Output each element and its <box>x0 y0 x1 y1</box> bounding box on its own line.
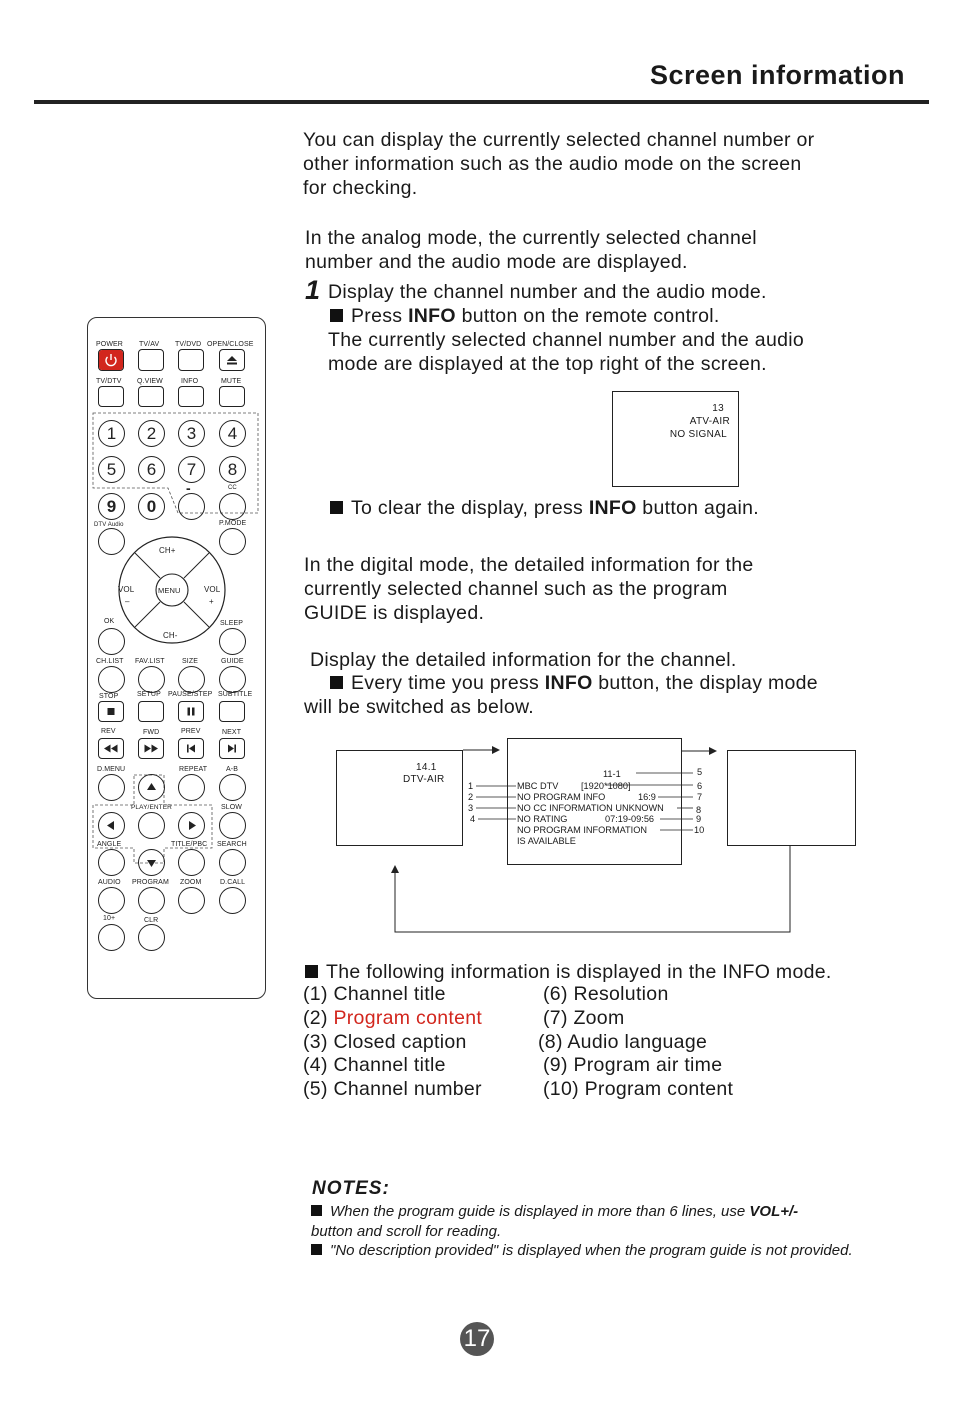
digit-9-button[interactable]: 9 <box>98 493 125 520</box>
digit-7-button[interactable]: 7 <box>178 456 205 483</box>
dash-label: - <box>186 480 191 496</box>
up-button[interactable] <box>138 774 165 801</box>
slow-label: SLOW <box>221 804 243 811</box>
next-label: NEXT <box>222 729 242 736</box>
every-post: button, the display mode <box>592 672 818 694</box>
digit-5-button[interactable]: 5 <box>98 456 125 483</box>
size-label: SIZE <box>182 658 198 665</box>
tvdtv-label: TV/DTV <box>96 378 122 385</box>
zoom-button[interactable] <box>178 887 205 914</box>
angle-button[interactable] <box>98 849 125 876</box>
detail-resolution: [1920*1080] <box>581 781 631 791</box>
digit-3-button[interactable]: 3 <box>178 420 205 447</box>
info-item-9: (9) Program air time <box>543 1054 723 1076</box>
rev-label: REV <box>101 728 116 735</box>
clr-button[interactable] <box>138 924 165 951</box>
info-list-heading <box>305 960 832 984</box>
every-cont: will be switched as below. <box>304 696 534 718</box>
note-1 <box>311 1202 901 1241</box>
callout-num-8: 8 <box>696 805 702 815</box>
qview-label: Q.VIEW <box>137 378 163 385</box>
info-keyword: INFO <box>544 672 593 694</box>
vol-plus-label: VOL <box>204 585 221 594</box>
info-item-1: (1) Channel title <box>303 983 446 1005</box>
favlist-label: FAV.LIST <box>135 658 165 665</box>
title-pbc-button[interactable] <box>178 849 205 876</box>
info-heading-text: The following information is displayed in the INFO mode. <box>326 961 832 983</box>
info-item-5: (5) Channel number <box>303 1078 482 1100</box>
step-text: Display the channel number and the audio mode. <box>328 281 767 303</box>
repeat-label: REPEAT <box>179 766 208 773</box>
ten-plus-button[interactable] <box>98 924 125 951</box>
play-enter-label: PLAY/ENTER <box>131 804 172 811</box>
power-label: POWER <box>96 341 123 348</box>
note-1-cont: button and scroll for reading. <box>311 1222 502 1240</box>
ch-plus-label: CH+ <box>159 546 176 555</box>
clear-post: button again. <box>636 497 759 519</box>
menu-label: MENU <box>158 586 181 595</box>
audio-label: AUDIO <box>98 879 121 886</box>
callout-num-2: 2 <box>468 792 474 802</box>
pmode-label: P.MODE <box>219 520 247 527</box>
info-item-2 <box>303 1007 482 1030</box>
ab-button[interactable] <box>219 774 246 801</box>
callout-num-4: 4 <box>470 814 476 824</box>
ab-label: A-B <box>226 766 238 773</box>
callout-num-7: 7 <box>697 792 703 802</box>
notes-body <box>311 1202 901 1261</box>
bullet-square-icon <box>311 1205 322 1216</box>
tvdvd-label: TV/DVD <box>175 341 202 348</box>
intro-text: You can display the currently selected channel number or other information such as the audio mode on the screen for checking. <box>303 129 815 199</box>
dtv-audio-label: DTV Audio <box>94 522 124 528</box>
info-item-6: (6) Resolution <box>543 983 669 1005</box>
info-item-8: (8) Audio language <box>538 1031 708 1053</box>
search-label: SEARCH <box>217 841 247 848</box>
right-arrow-icon <box>179 813 204 838</box>
analog-signal: NO SIGNAL <box>669 429 727 440</box>
ten-plus-label: 10+ <box>103 915 116 922</box>
left-button[interactable] <box>98 812 125 839</box>
program-label: PROGRAM <box>132 879 169 886</box>
title-pbc-label: TITLE/PBC <box>171 841 208 848</box>
note-2-text: "No description provided" is displayed when the program guide is not provided. <box>330 1242 853 1259</box>
info-item-2-label: Program content <box>333 1007 483 1029</box>
right-button[interactable] <box>178 812 205 839</box>
setup-label: SETUP <box>137 691 161 698</box>
note-1-bold: VOL+/- <box>749 1203 799 1220</box>
callout-num-5: 5 <box>697 767 703 777</box>
detail-zoom: 16:9 <box>638 792 656 802</box>
callout-num-9: 9 <box>696 814 702 824</box>
chlist-label: CH.LIST <box>96 658 124 665</box>
vol-minus-label: VOL <box>118 585 135 594</box>
guide-label: GUIDE <box>221 658 244 665</box>
detail-rating: NO RATING <box>517 814 568 824</box>
clear-pre: To clear the display, press <box>351 497 589 519</box>
page-title: Screen information <box>649 60 905 90</box>
press-post: button on the remote control. <box>455 305 720 327</box>
info-item-10: (10) Program content <box>543 1078 734 1100</box>
info-keyword: INFO <box>408 305 456 327</box>
pause-step-label: PAUSE/STEP <box>168 691 213 698</box>
subtitle-label: SUBTITLE <box>218 691 253 698</box>
digit-8-button[interactable]: 8 <box>219 456 246 483</box>
vol-plus-sign: + <box>209 597 214 606</box>
vol-minus-sign: – <box>125 597 130 606</box>
every-pre: Every time you press <box>351 672 545 694</box>
open-close-label: OPEN/CLOSE <box>207 341 254 348</box>
detail-title: MBC DTV <box>517 781 559 791</box>
down-arrow-icon <box>139 850 164 875</box>
digital-text: In the digital mode, the detailed information for the currently selected channel such as the program GUIDE is displayed. <box>304 554 754 624</box>
analog-mode: ATV-AIR <box>689 416 730 427</box>
ch-minus-label: CH- <box>163 631 178 640</box>
clr-label: CLR <box>144 917 159 924</box>
info-label: INFO <box>181 378 199 385</box>
detail-air-time: 07:19-09:56 <box>605 814 655 824</box>
analog-text: In the analog mode, the currently selected channel number and the audio mode are displayed. <box>305 227 757 273</box>
info-item-4: (4) Channel title <box>303 1054 446 1076</box>
cc-label: CC <box>228 485 237 491</box>
audio-button[interactable] <box>98 887 125 914</box>
digit-1-button[interactable]: 1 <box>98 420 125 447</box>
digit-2-button[interactable]: 2 <box>138 420 165 447</box>
zoom-label: ZOOM <box>180 879 202 886</box>
detail-program-info: NO PROGRAM INFORMATION <box>517 825 647 835</box>
down-button[interactable] <box>138 849 165 876</box>
angle-label: ANGLE <box>97 841 122 848</box>
up-arrow-icon <box>139 775 164 800</box>
repeat-button[interactable] <box>178 774 205 801</box>
callout-num-10: 10 <box>694 825 705 835</box>
mute-label: MUTE <box>221 378 242 385</box>
remote-control <box>87 317 266 999</box>
info-keyword: INFO <box>588 497 637 519</box>
bullet-square-icon <box>311 1244 322 1255</box>
prev-label: PREV <box>181 728 201 735</box>
digit-0-button[interactable]: 0 <box>138 493 165 520</box>
fwd-label: FWD <box>143 729 160 736</box>
info-item-7: (7) Zoom <box>543 1007 625 1029</box>
analog-desc: The currently selected channel number and the audio mode are displayed at the top right of the screen. <box>328 329 805 375</box>
slow-button[interactable] <box>219 812 246 839</box>
sleep-label: SLEEP <box>220 620 244 627</box>
callout-num-3: 3 <box>468 803 474 813</box>
program-button[interactable] <box>138 887 165 914</box>
bullet-square-icon <box>305 965 318 978</box>
dcall-button[interactable] <box>219 887 246 914</box>
step-number: 1 <box>305 275 321 305</box>
play-enter-button[interactable] <box>138 812 165 839</box>
info-item-2-num: (2) <box>303 1007 334 1029</box>
detail-channel: 11-1 <box>603 769 621 779</box>
page-number: 17 <box>460 1322 494 1356</box>
digit-6-button[interactable]: 6 <box>138 456 165 483</box>
ok-label: OK <box>104 618 115 625</box>
note-2 <box>311 1241 901 1261</box>
dtv-channel: 14.1 <box>416 762 437 773</box>
notes-heading: NOTES: <box>312 1178 390 1199</box>
detail-cc: NO CC INFORMATION UNKNOWN <box>517 803 664 813</box>
detail-program: NO PROGRAM INFO <box>517 792 606 802</box>
analog-channel: 13 <box>712 403 724 414</box>
search-button[interactable] <box>219 849 246 876</box>
blank-screen-box <box>727 750 856 846</box>
dmenu-button[interactable] <box>98 774 125 801</box>
dmenu-label: D.MENU <box>97 766 126 773</box>
dtv-mode: DTV-AIR <box>403 774 445 785</box>
stop-label: STOP <box>99 693 119 700</box>
press-pre: Press <box>351 305 409 327</box>
note-1-text: When the program guide is displayed in more than 6 lines, use <box>330 1203 750 1220</box>
callout-num-1: 1 <box>468 781 474 791</box>
digital-detail: Display the detailed information for the channel. <box>310 649 737 671</box>
tvav-label: TV/AV <box>139 341 160 348</box>
dcall-label: D.CALL <box>220 879 246 886</box>
callout-num-6: 6 <box>697 781 703 791</box>
left-arrow-icon <box>99 813 124 838</box>
info-item-3: (3) Closed caption <box>303 1031 467 1053</box>
detail-available: IS AVAILABLE <box>517 836 576 846</box>
digit-4-button[interactable]: 4 <box>219 420 246 447</box>
